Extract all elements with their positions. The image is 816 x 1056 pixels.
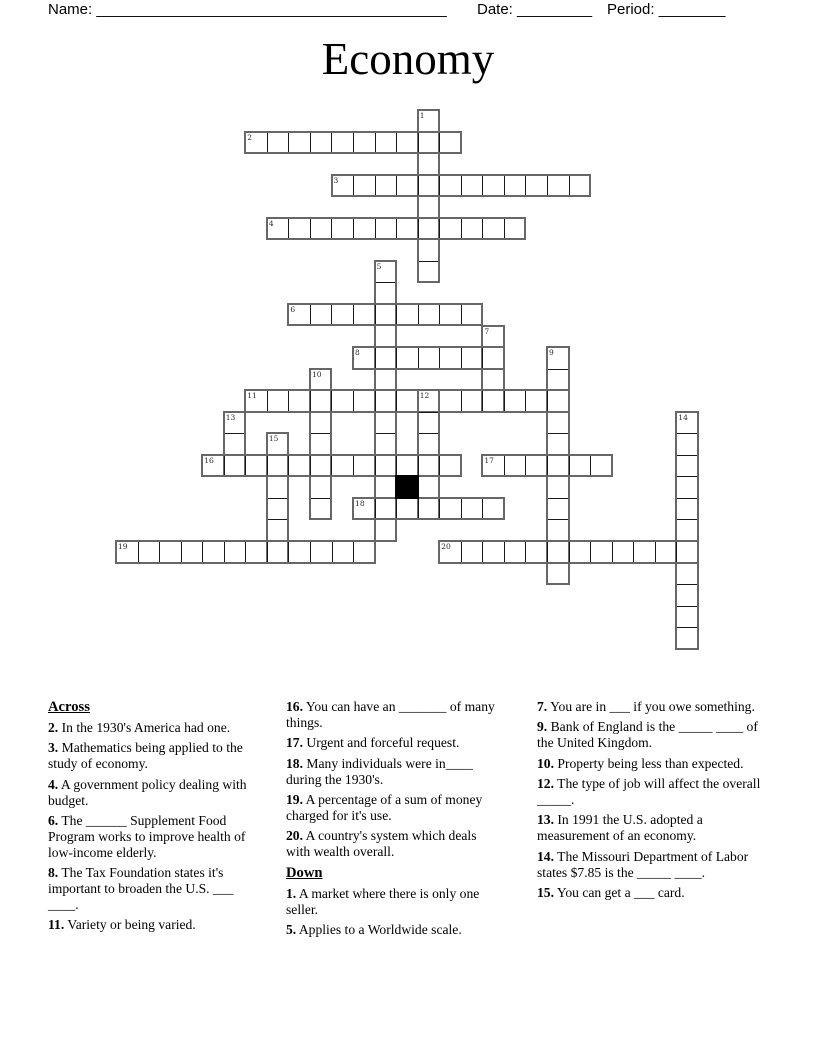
clue-item-9: 9. Bank of England is the _____ ____ of the United Kingdom.	[537, 719, 758, 751]
clue-item-5: 5. Applies to a Worldwide scale.	[286, 921, 462, 937]
cell-divider	[224, 542, 225, 562]
grid-number-label: 5	[376, 261, 382, 271]
cell-divider	[418, 348, 419, 368]
cell-divider	[461, 391, 462, 411]
cell-divider	[288, 133, 289, 153]
black-cell	[395, 475, 419, 499]
cell-divider	[375, 499, 376, 519]
cell-divider	[504, 219, 505, 239]
cell-divider	[353, 133, 354, 153]
word-2-across	[244, 131, 462, 155]
cell-divider	[310, 542, 311, 562]
cell-divider	[138, 542, 139, 562]
clue-number: 12.	[537, 776, 554, 792]
clue-item-18: 18. Many individuals were in____ during the 1930's.	[286, 755, 473, 787]
cell-divider	[461, 176, 462, 196]
name-label: Name:	[48, 1, 93, 18]
cell-divider	[419, 412, 439, 413]
grid-number-label: 10	[311, 369, 322, 379]
clue-item-1: 1. A market where there is only one seller.	[286, 885, 480, 917]
word-6-across	[287, 303, 483, 327]
grid-number-label: 7	[484, 326, 490, 336]
clue-number: 6.	[48, 813, 59, 829]
clue-item-14: 14. The Missouri Department of Labor states $7.85 is the _____ ____.	[537, 848, 749, 880]
clue-item-4: 4. A government policy dealing with budget.	[48, 776, 247, 808]
clue-item-6: 6. The ______ Supplement Food Program works to improve health of low-income elderly.	[48, 813, 246, 860]
cell-divider	[461, 542, 462, 562]
cell-divider	[159, 542, 160, 562]
clue-number: 9.	[537, 719, 548, 735]
cell-divider	[331, 305, 332, 325]
cell-divider	[504, 542, 505, 562]
clue-item-19: 19. A percentage of a sum of money charged for it's use.	[286, 792, 483, 823]
cell-divider	[525, 176, 526, 196]
clue-number: 7.	[537, 699, 548, 714]
grid-number-label: 18	[355, 498, 365, 508]
cell-divider	[310, 391, 311, 411]
clue-number: 19.	[286, 792, 303, 808]
grid-number-label: 19	[118, 542, 128, 551]
cell-divider	[569, 456, 570, 476]
cell-divider	[375, 133, 376, 153]
cell-divider	[225, 433, 245, 434]
grid-number-label: 6	[290, 304, 296, 314]
cell-divider	[676, 542, 677, 562]
cell-divider	[482, 499, 483, 519]
cell-divider	[590, 456, 591, 476]
word-3-across	[331, 174, 592, 198]
cell-divider	[267, 456, 268, 476]
period-label: Period:	[607, 1, 655, 18]
cell-divider	[439, 348, 440, 368]
period-blank-line: ________	[658, 1, 726, 18]
cell-divider	[525, 542, 526, 562]
cell-divider	[396, 305, 397, 325]
clue-number: 2.	[48, 720, 59, 735]
grid-number-label: 3	[333, 175, 339, 185]
cell-divider	[504, 176, 505, 196]
word-11-across	[244, 389, 569, 413]
date-blank-line: _________	[517, 1, 593, 18]
cell-divider	[418, 133, 419, 153]
clue-number: 10.	[537, 755, 554, 771]
cell-divider	[310, 456, 311, 476]
cell-divider	[677, 498, 697, 499]
word-16-across	[201, 454, 462, 478]
cell-divider	[375, 219, 376, 239]
cell-divider	[311, 433, 331, 434]
clue-number: 11.	[48, 917, 65, 933]
cell-divider	[375, 305, 376, 325]
cell-divider	[633, 542, 634, 562]
cell-divider	[482, 219, 483, 239]
cell-divider	[547, 542, 548, 562]
clue-number: 1.	[286, 885, 297, 901]
cell-divider	[569, 176, 570, 196]
cell-divider	[353, 305, 354, 325]
clue-number: 15.	[537, 885, 554, 901]
clue-number: 14.	[537, 848, 554, 864]
cell-divider	[461, 348, 462, 368]
cell-divider	[525, 456, 526, 476]
cell-divider	[547, 456, 548, 476]
word-8-across	[352, 346, 505, 370]
word-19-across	[115, 540, 376, 564]
cell-divider	[288, 219, 289, 239]
cell-divider	[375, 348, 376, 368]
cell-divider	[396, 456, 397, 476]
grid-number-label: 12	[419, 391, 430, 401]
clue-item-13: 13. In 1991 the U.S. adopted a measurement of an economy.	[537, 812, 703, 844]
grid-number-label: 14	[678, 412, 688, 422]
cell-divider	[655, 542, 656, 562]
cell-divider	[396, 176, 397, 196]
word-20-across	[438, 540, 699, 564]
grid-number-label: 17	[484, 455, 494, 465]
cell-divider	[612, 542, 613, 562]
cell-divider	[482, 348, 483, 368]
cell-divider	[310, 219, 311, 239]
word-14-down	[675, 411, 699, 650]
grid-number-label: 2	[247, 132, 253, 142]
word-4-across	[266, 217, 527, 241]
date-label: Date:	[477, 1, 513, 18]
cell-divider	[267, 542, 268, 562]
clue-item-7: 7. You are in ___ if you owe something.	[537, 699, 755, 714]
cell-divider	[590, 542, 591, 562]
cell-divider	[353, 456, 354, 476]
cell-divider	[268, 498, 288, 499]
cell-divider	[310, 305, 311, 325]
across-header: Across	[48, 699, 90, 715]
clue-item-3: 3. Mathematics being applied to the study of economy.	[48, 740, 243, 772]
clue-item-10: 10. Property being less than expected.	[537, 755, 744, 771]
grid-number-label: 15	[268, 434, 279, 444]
grid-number-label: 13	[225, 412, 236, 422]
cell-divider	[396, 348, 397, 368]
clue-number: 4.	[48, 776, 59, 792]
cell-divider	[482, 542, 483, 562]
cell-divider	[375, 391, 376, 411]
cell-divider	[461, 499, 462, 519]
clue-item-11: 11. Variety or being varied.	[48, 917, 196, 933]
grid-number-label: 11	[247, 391, 257, 401]
down-header: Down	[286, 864, 323, 881]
page-title: Economy	[321, 34, 495, 84]
clue-item-15: 15. You can get a ___ card.	[537, 885, 685, 901]
cell-divider	[245, 542, 246, 562]
cell-divider	[375, 176, 376, 196]
grid-number-label: 9	[549, 348, 554, 358]
clue-number: 16.	[286, 699, 303, 714]
grid-number-label: 4	[268, 218, 274, 228]
cell-divider	[396, 133, 397, 153]
cell-divider	[288, 456, 289, 476]
cell-divider	[439, 176, 440, 196]
cell-divider	[331, 219, 332, 239]
cell-divider	[396, 499, 397, 519]
cell-divider	[419, 261, 439, 262]
cell-divider	[224, 456, 225, 476]
cell-divider	[418, 305, 419, 325]
cell-divider	[569, 542, 570, 562]
cell-divider	[547, 176, 548, 196]
cell-divider	[245, 456, 246, 476]
cell-divider	[439, 456, 440, 476]
clue-number: 8.	[48, 865, 59, 881]
name-blank-line: __________________________________________	[96, 1, 447, 18]
clue-item-8: 8. The Tax Foundation states it's important to broaden the U.S. ___ ____.	[48, 865, 234, 913]
clues-column-3	[537, 699, 765, 905]
word-18-across	[352, 497, 505, 521]
cell-divider	[288, 391, 289, 411]
cell-divider	[418, 499, 419, 519]
cell-divider	[504, 456, 505, 476]
cell-divider	[482, 391, 483, 411]
cell-divider	[461, 219, 462, 239]
cell-divider	[418, 456, 419, 476]
cell-divider	[677, 476, 697, 477]
clue-number: 18.	[286, 755, 303, 771]
cell-divider	[677, 584, 697, 585]
cell-divider	[353, 542, 354, 562]
clues-column-1	[48, 699, 258, 938]
cell-divider	[677, 455, 697, 456]
grid-number-label: 8	[355, 348, 360, 358]
cell-divider	[353, 219, 354, 239]
clue-number: 13.	[537, 812, 554, 828]
cell-divider	[353, 391, 354, 411]
cell-divider	[548, 498, 568, 499]
cell-divider	[482, 176, 483, 196]
cell-divider	[332, 542, 333, 562]
cell-divider	[504, 391, 505, 411]
cell-divider	[181, 542, 182, 562]
cell-divider	[677, 519, 697, 520]
cell-divider	[439, 219, 440, 239]
cell-divider	[376, 282, 396, 283]
cell-divider	[439, 305, 440, 325]
cell-divider	[677, 627, 697, 628]
cell-divider	[376, 433, 396, 434]
cell-divider	[548, 519, 568, 520]
cell-divider	[419, 433, 439, 434]
cell-divider	[548, 433, 568, 434]
cell-divider	[268, 519, 288, 520]
cell-divider	[310, 133, 311, 153]
cell-divider	[439, 499, 440, 519]
cell-divider	[461, 305, 462, 325]
cell-divider	[547, 391, 548, 411]
clues-column-2	[286, 699, 502, 942]
clue-number: 17.	[286, 735, 303, 751]
grid-number-label: 20	[441, 542, 451, 551]
cell-divider	[331, 391, 332, 411]
cell-divider	[525, 391, 526, 411]
clue-item-12: 12. The type of job will affect the overall _____.	[537, 776, 761, 808]
cell-divider	[331, 133, 332, 153]
cell-divider	[677, 433, 697, 434]
word-17-across	[481, 454, 612, 478]
cell-divider	[418, 219, 419, 239]
clue-number: 5.	[286, 921, 297, 937]
cell-divider	[548, 369, 568, 370]
cell-divider	[418, 176, 419, 196]
cell-divider	[288, 542, 289, 562]
cell-divider	[396, 391, 397, 411]
clue-number: 3.	[48, 740, 59, 756]
cell-divider	[202, 542, 203, 562]
grid-number-label: 1	[419, 111, 425, 120]
clue-item-17: 17. Urgent and forceful request.	[286, 735, 460, 751]
clue-number: 20.	[286, 828, 303, 844]
cell-divider	[439, 133, 440, 153]
grid-number-label: 16	[204, 455, 214, 465]
cell-divider	[375, 456, 376, 476]
cell-divider	[396, 219, 397, 239]
cell-divider	[677, 606, 697, 607]
cell-divider	[267, 391, 268, 411]
cell-divider	[311, 498, 331, 499]
cell-divider	[353, 176, 354, 196]
cell-divider	[267, 133, 268, 153]
clue-item-20: 20. A country's system which deals with wealth overall.	[286, 828, 477, 860]
clue-item-2: 2. In the 1930's America had one.	[48, 720, 231, 735]
clue-item-16: 16. You can have an _______ of many things.	[286, 699, 495, 730]
cell-divider	[331, 456, 332, 476]
